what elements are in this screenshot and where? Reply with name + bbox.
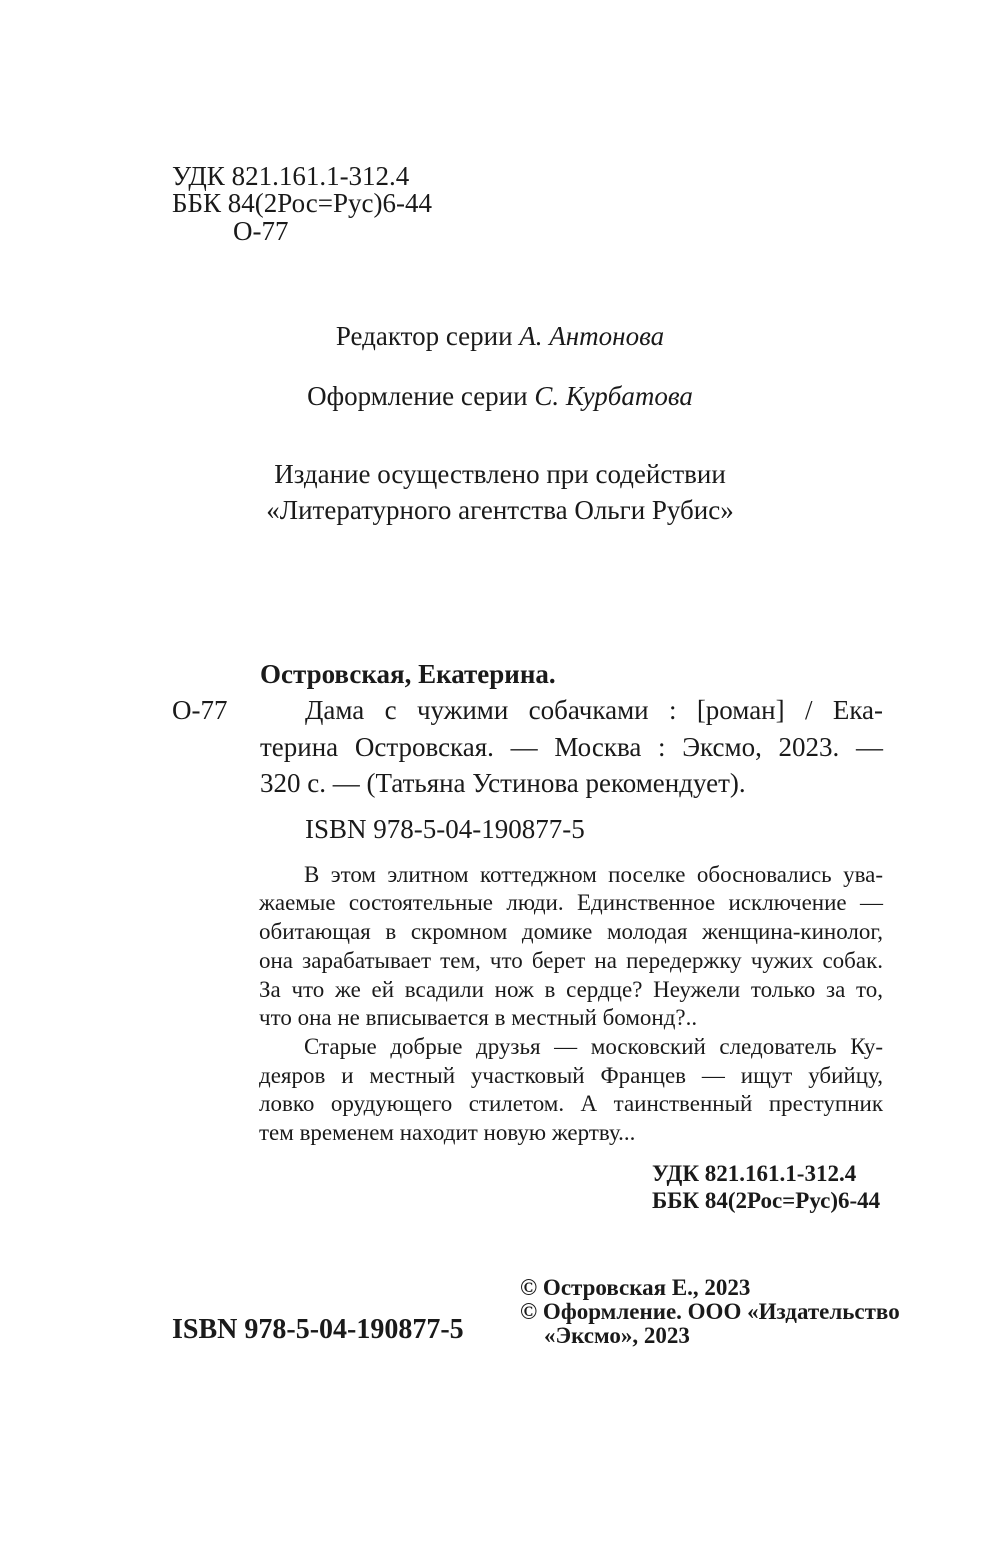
copyright-line-1: © Островская Е., 2023	[520, 1275, 751, 1300]
series-design-line	[0, 383, 1000, 410]
annotation-line: жаемые состоятельные люди. Единственное исключение —	[259, 890, 883, 915]
annotation-line: ловко орудующего стилетом. А таинственный преступник	[259, 1091, 883, 1116]
annotation-line: деяров и местный участковый Францев — ищут убийцу,	[259, 1063, 883, 1088]
header-udk: УДК 821.161.1-312.4	[172, 161, 410, 191]
classification-bbk: ББК 84(2Рос=Рус)6-44	[652, 1188, 881, 1213]
assist-line-1: Издание осуществлено при содействии	[274, 459, 726, 489]
copyright-line-2: © Оформление. ООО «Издательство	[520, 1299, 900, 1324]
annotation-line: она зарабатывает тем, что берет на передержку чужих собак.	[259, 948, 883, 973]
classification-udk: УДК 821.161.1-312.4	[652, 1161, 857, 1186]
annotation-line: обитающая в скромном домике молодая женщина-кинолог,	[259, 919, 883, 944]
catalog-author: Островская, Екатерина.	[260, 659, 556, 689]
catalog-code: О-77	[172, 695, 228, 725]
series-editor-line	[0, 323, 1000, 350]
assist-line-2: «Литературного агентства Ольги Рубис»	[266, 495, 734, 525]
catalog-isbn: ISBN 978-5-04-190877-5	[305, 814, 585, 844]
annotation-line: тем временем находит новую жертву...	[259, 1120, 636, 1145]
annotation-line: что она не вписывается в местный бомонд?..	[259, 1005, 698, 1030]
copyright-line-3: «Эксмо», 2023	[544, 1323, 690, 1348]
annotation-line: Старые добрые друзья — московский следователь Ку-	[304, 1034, 883, 1059]
header-code: О-77	[233, 216, 289, 246]
series-editor-label: Редактор серии	[335, 321, 513, 351]
catalog-desc-line-1: Дама с чужими собачками : [роман] / Ека-	[305, 695, 883, 725]
footer-isbn: ISBN 978-5-04-190877-5	[172, 1314, 464, 1345]
catalog-desc-line-2: терина Островская. — Москва : Эксмо, 2023. —	[260, 732, 883, 762]
header-bbk: ББК 84(2Рос=Рус)6-44	[172, 188, 432, 218]
annotation-line: За что же ей всадили нож в сердце? Неужели только за то,	[259, 977, 883, 1002]
series-editor-name: А. Антонова	[519, 321, 665, 351]
annotation-line: В этом элитном коттеджном поселке обосновались ува-	[304, 862, 883, 887]
series-design-name: С. Курбатова	[534, 381, 693, 411]
catalog-desc-line-3: 320 с. — (Татьяна Устинова рекомендует).	[260, 768, 746, 798]
series-design-label: Оформление серии	[307, 381, 528, 411]
